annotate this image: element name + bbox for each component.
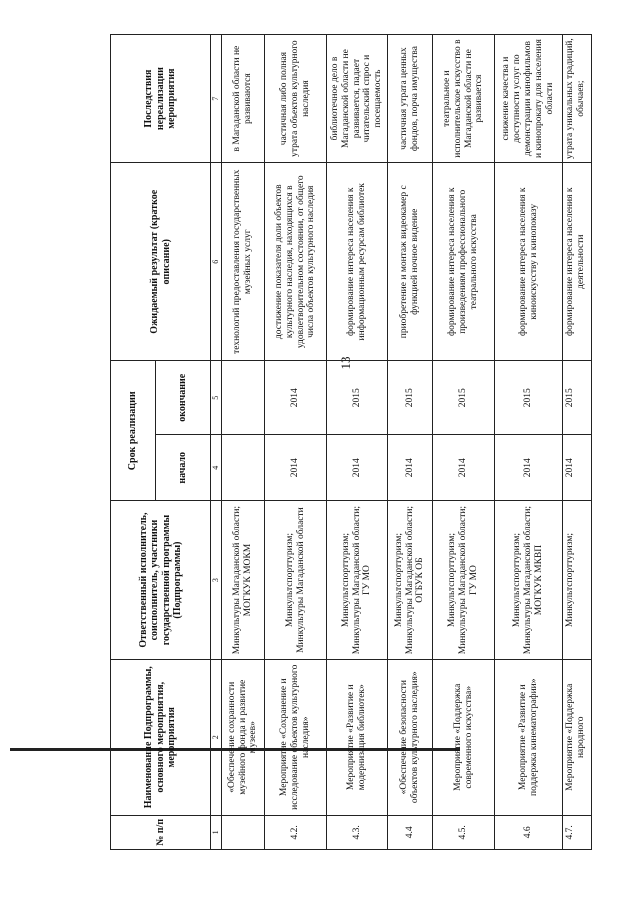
column-numbers-row [211, 35, 222, 850]
row-result: достижение показателя доли объектов культурного наследия, находящихся в удовлетворительном состоянии, от общего числа объектов культурного наследия [265, 163, 327, 361]
row-end: 2015 [495, 361, 563, 435]
page-number: 13 [338, 356, 353, 370]
col-number: 6 [211, 163, 222, 361]
row-name: Мероприятие «Развитие и поддержка кинематографии» [495, 659, 563, 815]
header-consequences: Последствия нереализации мероприятия [111, 35, 211, 163]
row-consequences: частичная либо полная утрата объектов культурного наследия [265, 35, 327, 163]
col-number: 5 [211, 361, 222, 435]
row-executor: Минкультспорттуризм; Минкультуры Магаданской области; ГУ МО [327, 501, 388, 660]
row-name: Мероприятие «Развитие и модернизация библиотек» [327, 659, 388, 815]
row-name: Мероприятие «Сохранение и исследование объектов культурного наследия» [265, 659, 327, 815]
row-num: 4.5. [433, 815, 495, 849]
row-end: 2015 [433, 361, 495, 435]
row-start: 2014 [327, 435, 388, 501]
row-end: 2015 [563, 361, 592, 435]
row-result: формирование интереса населения к киноискусству и кинопоказу [495, 163, 563, 361]
row-executor: Минкультспорттуризм; Минкультуры Магаданской области; ОГБУК ОБ [388, 501, 433, 660]
col-number: 4 [211, 435, 222, 501]
col-number: 7 [211, 35, 222, 163]
row-num: 4.7. [563, 815, 592, 849]
measures-table [110, 34, 592, 850]
row-num: 4.4 [388, 815, 433, 849]
row-start [222, 435, 265, 501]
row-result: формирование интереса населения к информационным ресурсам библиотек [327, 163, 388, 361]
header-name: Наименование Подпрограммы, основного мероприятия, мероприятия [111, 659, 211, 815]
row-end: 2015 [327, 361, 388, 435]
row-consequences: снижение качества и доступности услуг по демонстрации кинофильмов и кинопрокату для населения области [495, 35, 563, 163]
header-start: начало [156, 435, 211, 501]
row-result: технологий предоставления государственных музейных услуг [222, 163, 265, 361]
header-num: № п/п [111, 815, 211, 849]
col-number: 3 [211, 501, 222, 660]
header-result: Ожидаемый результат (краткое описание) [111, 163, 211, 361]
table-row [222, 35, 265, 850]
row-consequences: частичная утрата ценных фондов, порча имущества [388, 35, 433, 163]
row-start: 2014 [433, 435, 495, 501]
row-executor: Минкультспорттуризм; Минкультуры Магаданской области [265, 501, 327, 660]
row-num [222, 815, 265, 849]
table-row [265, 35, 327, 850]
row-start: 2014 [563, 435, 592, 501]
header-row-1 [111, 35, 156, 850]
row-executor: Минкультспорттуризм; Минкультуры Магаданской области; МОГКУК МКВП [495, 501, 563, 660]
header-executor: Ответственный исполнитель, соисполнитель, участники государственной программы (Подпрограммы) [111, 501, 211, 660]
row-consequences: библиотечное дело в Магаданской области не развивается, падает читательский спрос и посещаемость [327, 35, 388, 163]
header-end: окончание [156, 361, 211, 435]
rotated-table-container [110, 34, 586, 850]
row-result: формирование интереса населения к деятельности [563, 163, 592, 361]
row-num: 4.6 [495, 815, 563, 849]
row-num: 4.2. [265, 815, 327, 849]
row-end: 2015 [388, 361, 433, 435]
row-end: 2014 [265, 361, 327, 435]
row-name: «Обеспечение сохранности музейного фонда и развитие музеев» [222, 659, 265, 815]
row-consequences: в Магаданской области не развиваются [222, 35, 265, 163]
row-consequences: утрата уникальных традиций, обычаев; [563, 35, 592, 163]
table-row [495, 35, 563, 850]
col-number: 2 [211, 659, 222, 815]
row-result: формирование интереса населения к произведениям профессионального театрального искусства [433, 163, 495, 361]
row-start: 2014 [495, 435, 563, 501]
row-num: 4.3. [327, 815, 388, 849]
row-executor: Минкультспорттуризм; Минкультуры Магаданской области; ГУ МО [433, 501, 495, 660]
row-name: «Обеспечение безопасности объектов культурного наследия» [388, 659, 433, 815]
row-start: 2014 [265, 435, 327, 501]
table-row [388, 35, 433, 850]
row-start: 2014 [388, 435, 433, 501]
row-name: Мероприятие «Поддержка современного искусства» [433, 659, 495, 815]
row-executor: Минкультуры Магаданской области; МОГКУК МОКМ [222, 501, 265, 660]
col-number: 1 [211, 815, 222, 849]
row-end [222, 361, 265, 435]
row-name: Мероприятие «Поддержка народного [563, 659, 592, 815]
row-executor: Минкультспорттуризм; [563, 501, 592, 660]
table-row [563, 35, 592, 850]
table-row [327, 35, 388, 850]
row-result: приобретение и монтаж видеокамер с функцией ночное видение [388, 163, 433, 361]
header-period: Срок реализации [111, 361, 156, 501]
table-row [433, 35, 495, 850]
row-consequences: театральное и исполнительское искусство в Магаданской области не развивается [433, 35, 495, 163]
